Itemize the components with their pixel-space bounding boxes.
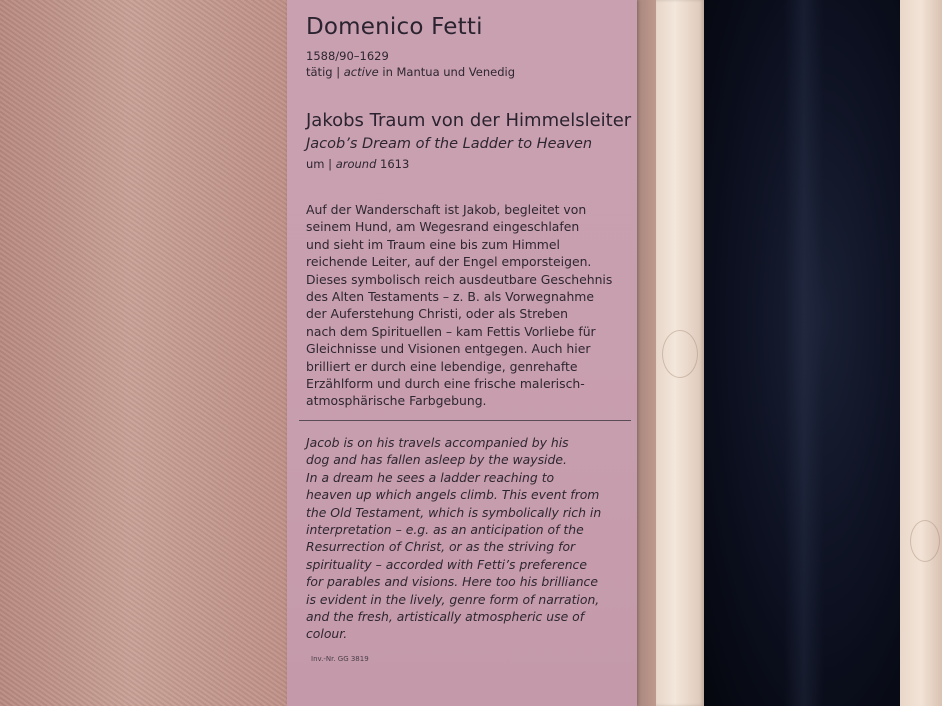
separator: | bbox=[328, 157, 333, 171]
active-de: tätig bbox=[306, 65, 333, 79]
museum-label bbox=[287, 0, 637, 706]
text-line: Erzählform und durch eine frische malerisch- bbox=[306, 376, 585, 392]
frame-dark-moulding bbox=[704, 0, 900, 706]
text-line: brilliert er durch eine lebendige, genrehafte bbox=[306, 358, 578, 374]
wall-strip bbox=[636, 0, 658, 706]
artwork-date bbox=[306, 157, 409, 171]
text-line: Dieses symbolisch reich ausdeutbare Geschehnis bbox=[306, 271, 613, 287]
active-place: in Mantua und Venedig bbox=[382, 65, 516, 79]
text-line: In a dream he sees a ladder reaching to bbox=[306, 469, 555, 485]
text-line: atmosphärische Farbgebung. bbox=[306, 393, 487, 409]
text-line: Resurrection of Christ, or as the striving for bbox=[306, 539, 576, 555]
artist-dates: 1588/90–1629 bbox=[306, 49, 389, 63]
description-english bbox=[306, 434, 626, 643]
date-year: 1613 bbox=[380, 157, 410, 171]
title-german: Jakobs Traum von der Himmelsleiter bbox=[306, 110, 632, 131]
text-line: der Auferstehung Christi, oder als Streben bbox=[306, 306, 568, 322]
frame-notch bbox=[910, 520, 940, 562]
text-line: seinem Hund, am Wegesrand eingeschlafen bbox=[306, 219, 580, 235]
text-line: the Old Testament, which is symbolically rich in bbox=[306, 504, 602, 520]
frame-outer-light bbox=[900, 0, 942, 706]
separator: | bbox=[336, 65, 341, 79]
frame-notch bbox=[662, 330, 698, 378]
inventory-number: Inv.-Nr. GG 3819 bbox=[311, 655, 369, 663]
text-line: Jacob is on his travels accompanied by his bbox=[306, 435, 569, 450]
text-line: spirituality – accorded with Fetti’s preference bbox=[306, 556, 587, 572]
date-de: um bbox=[306, 157, 325, 171]
text-line: is evident in the lively, genre form of narration, bbox=[306, 591, 600, 607]
text-line: heaven up which angels climb. This event from bbox=[306, 487, 600, 503]
title-english: Jacob’s Dream of the Ladder to Heaven bbox=[306, 136, 593, 152]
text-line: nach dem Spirituellen – kam Fettis Vorliebe für bbox=[306, 323, 596, 339]
text-line: des Alten Testaments – z. B. als Vorwegnahme bbox=[306, 289, 594, 305]
active-en: active bbox=[343, 65, 379, 79]
frame-sheen bbox=[784, 0, 824, 706]
text-line: interpretation – e.g. as an anticipation of the bbox=[306, 522, 584, 538]
text-line: und sieht im Traum eine bis zum Himmel bbox=[306, 236, 560, 252]
text-line: and the fresh, artistically atmospheric use of bbox=[306, 609, 585, 625]
divider bbox=[299, 420, 631, 421]
date-en: around bbox=[335, 157, 377, 171]
text-line: colour. bbox=[306, 626, 348, 642]
text-line: dog and has fallen asleep by the wayside. bbox=[306, 452, 567, 468]
artist-name: Domenico Fetti bbox=[306, 14, 483, 40]
text-line: for parables and visions. Here too his brilliance bbox=[306, 574, 598, 590]
text-line: reichende Leiter, auf der Engel emporsteigen. bbox=[306, 254, 592, 270]
frame-inner-light bbox=[656, 0, 704, 706]
description-german bbox=[306, 201, 626, 410]
wall-fabric bbox=[0, 0, 290, 706]
text-line: Gleichnisse und Visionen entgegen. Auch hier bbox=[306, 341, 591, 357]
artist-activity bbox=[306, 64, 515, 80]
text-line: Auf der Wanderschaft ist Jakob, begleitet von bbox=[306, 202, 587, 217]
